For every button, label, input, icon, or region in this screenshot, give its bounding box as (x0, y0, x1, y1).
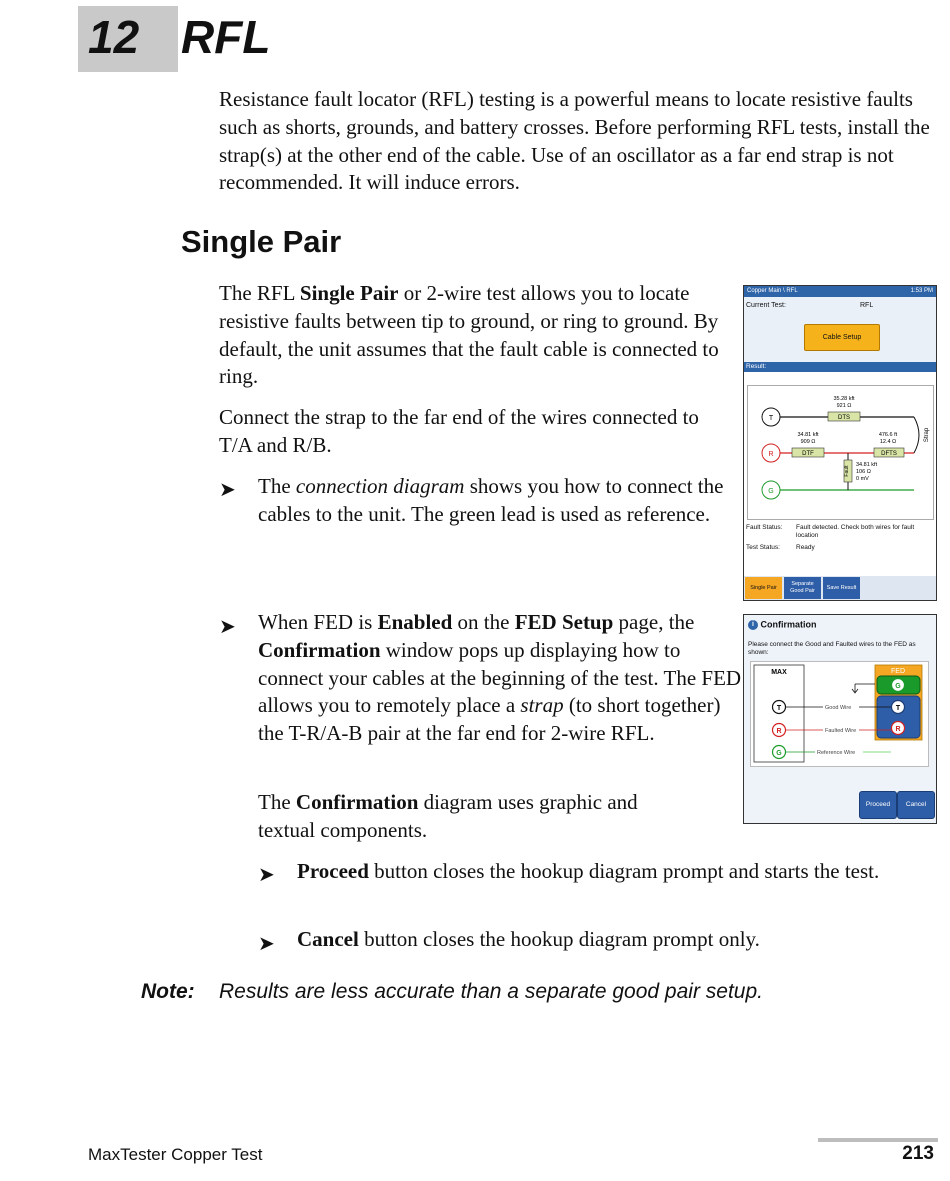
dialog-message: Please connect the Good and Faulted wires to the FED as shown: (748, 641, 916, 656)
svg-text:R: R (776, 728, 782, 735)
current-test-panel (744, 297, 936, 362)
svg-text:34.81 kft: 34.81 kft (797, 432, 819, 438)
bottom-button-bar (744, 576, 936, 600)
footer-rule (818, 1138, 938, 1142)
note-label: Note: (141, 980, 195, 1003)
dialog-title: Confirmation (760, 619, 817, 630)
svg-text:T: T (768, 415, 774, 422)
svg-text:106 Ω: 106 Ω (856, 469, 871, 475)
single-pair-paragraph: The RFL Single Pair or 2-wire test allows you to locate resistive faults between tip to ground, or ring to ground. By default, the unit assumes that the fault cable is connected to ring. (219, 281, 719, 389)
svg-text:35.28 kft: 35.28 kft (833, 396, 855, 402)
svg-text:R: R (895, 726, 901, 733)
confirmation-dialog-screenshot (743, 614, 937, 824)
rfl-diagram (747, 385, 934, 520)
bullet-arrow-icon: ➤ (219, 616, 236, 638)
fault-status-value: Fault detected. Check both wires for fault location (796, 524, 915, 539)
proceed-paragraph: Proceed button closes the hookup diagram prompt and starts the test. (297, 859, 880, 883)
connection-diagram-paragraph: The connection diagram shows you how to connect the cables to the unit. The green lead is used as reference. (258, 474, 724, 526)
g-terminal (762, 481, 780, 499)
strap-paragraph: Connect the strap to the far end of the wires connected to T/A and R/B. (219, 405, 699, 457)
svg-text:Faulted Wire: Faulted Wire (825, 728, 857, 734)
dialog-header (748, 619, 817, 630)
svg-text:Reference Wire: Reference Wire (817, 750, 856, 756)
page-number: 213 (902, 1143, 934, 1164)
clock: 1:53 PM (910, 288, 933, 294)
svg-text:DTS: DTS (838, 415, 850, 421)
fed-paragraph: When FED is Enabled on the FED Setup page, the Confirmation window pops up displaying how to connect your cables at the beginning of the test. The FED allows you to remotely place a strap (to short together) the T-R/A-B pair at the far end for 2-wire RFL. (258, 610, 742, 746)
svg-text:Strap: Strap (924, 427, 930, 443)
svg-text:0 mV: 0 mV (856, 476, 869, 482)
proceed-button[interactable]: Proceed (859, 791, 897, 819)
result-header: Result: (744, 362, 937, 372)
single-pair-button[interactable]: Single Pair (745, 577, 782, 599)
rfl-result-screenshot (743, 285, 937, 601)
footer-title: MaxTester Copper Test (88, 1145, 263, 1164)
bullet-arrow-icon: ➤ (258, 864, 275, 886)
current-test-label: Current Test: (746, 302, 786, 309)
cable-setup-button[interactable]: Cable Setup (804, 324, 880, 351)
info-icon: i (748, 620, 758, 630)
cancel-button[interactable]: Cancel (897, 791, 935, 819)
hookup-diagram (750, 661, 929, 767)
svg-text:G: G (768, 488, 774, 495)
chapter-number: 12 (88, 11, 140, 63)
svg-text:921 Ω: 921 Ω (836, 403, 852, 409)
svg-text:FED: FED (891, 668, 905, 675)
svg-text:DTF: DTF (802, 451, 814, 457)
bullet-arrow-icon: ➤ (219, 479, 236, 501)
svg-text:476.6 ft: 476.6 ft (878, 432, 898, 438)
title-bar (744, 286, 936, 297)
svg-text:12.4 Ω: 12.4 Ω (879, 439, 897, 445)
svg-text:Good Wire: Good Wire (825, 705, 852, 711)
current-test-value: RFL (860, 302, 874, 309)
svg-text:G: G (895, 683, 901, 690)
svg-text:MAX: MAX (771, 669, 787, 676)
r-terminal (762, 444, 780, 462)
test-status-value: Ready (796, 544, 815, 551)
svg-text:R: R (768, 451, 774, 458)
svg-text:T: T (895, 705, 901, 712)
bullet-arrow-icon: ➤ (258, 933, 275, 955)
svg-text:G: G (776, 750, 782, 757)
svg-text:T: T (776, 705, 782, 712)
breadcrumb: Copper Main \ RFL (747, 288, 798, 294)
chapter-title: RFL (181, 11, 271, 63)
svg-text:34.81 kft: 34.81 kft (856, 462, 878, 468)
intro-paragraph: Resistance fault locator (RFL) testing is a powerful means to locate resistive faults such as shorts, grounds, and battery crosses. Before performing RFL tests, install the strap(s) at the other end of the cable. Use of an oscillator as a far end strap is not recommended. It will induce errors. (219, 87, 930, 195)
confirmation-paragraph: The Confirmation diagram uses graphic and textual components. (258, 790, 638, 842)
section-title: Single Pair (181, 224, 342, 259)
note-text: Results are less accurate than a separate good pair setup. (219, 980, 763, 1003)
save-result-button[interactable]: Save Result (823, 577, 860, 599)
svg-text:Fault: Fault (844, 465, 850, 477)
svg-text:DFTS: DFTS (881, 451, 897, 457)
test-status-label: Test Status: (746, 544, 780, 551)
t-terminal (762, 408, 780, 426)
fault-status-label: Fault Status: (746, 524, 783, 531)
separate-good-pair-button[interactable]: Separate Good Pair (784, 577, 821, 599)
cancel-paragraph: Cancel button closes the hookup diagram prompt only. (297, 927, 760, 951)
svg-text:909 Ω: 909 Ω (800, 439, 816, 445)
